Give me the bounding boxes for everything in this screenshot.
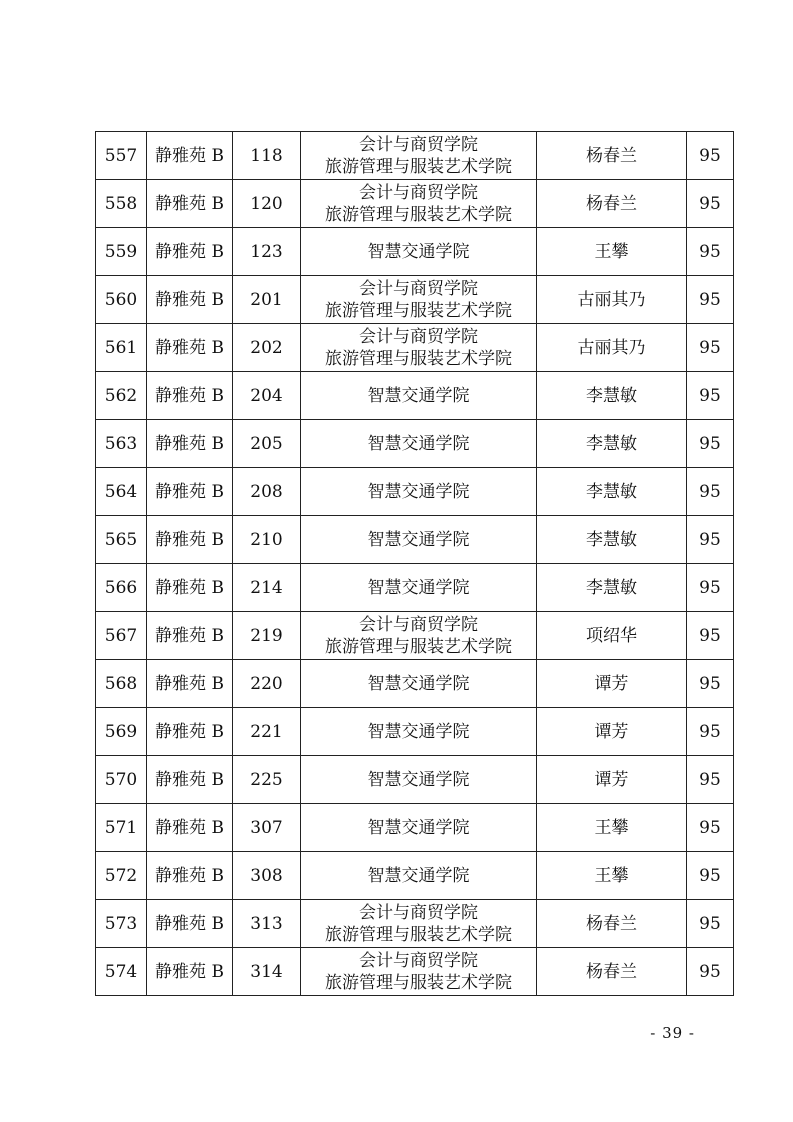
- row-number-cell: 573: [96, 900, 147, 948]
- table-body: [96, 132, 734, 996]
- building-cell: 静雅苑 B: [147, 276, 233, 324]
- college-name: 智慧交通学院: [367, 769, 470, 790]
- row-number-cell: 561: [96, 324, 147, 372]
- room-cell: 214: [233, 564, 301, 612]
- row-number-cell: 558: [96, 180, 147, 228]
- college-name: 会计与商贸学院: [359, 902, 478, 923]
- row-number-cell: 562: [96, 372, 147, 420]
- row-number-cell: 566: [96, 564, 147, 612]
- manager-cell: 杨春兰: [537, 948, 687, 996]
- building-cell: 静雅苑 B: [147, 564, 233, 612]
- building-cell: 静雅苑 B: [147, 420, 233, 468]
- building-cell: 静雅苑 B: [147, 612, 233, 660]
- college-name: 智慧交通学院: [367, 433, 470, 454]
- score-cell: 95: [687, 276, 734, 324]
- building-cell: 静雅苑 B: [147, 900, 233, 948]
- college-name: 会计与商贸学院: [359, 950, 478, 971]
- manager-cell: 杨春兰: [537, 900, 687, 948]
- table-row: [96, 900, 734, 948]
- college-name: 旅游管理与服装艺术学院: [325, 300, 512, 321]
- college-name: 会计与商贸学院: [359, 182, 478, 203]
- college-cell: [301, 228, 537, 276]
- table-row: [96, 708, 734, 756]
- room-cell: 210: [233, 516, 301, 564]
- manager-cell: 李慧敏: [537, 420, 687, 468]
- table-row: [96, 804, 734, 852]
- table-row: [96, 516, 734, 564]
- row-number-cell: 563: [96, 420, 147, 468]
- score-cell: 95: [687, 612, 734, 660]
- college-name: 智慧交通学院: [367, 673, 470, 694]
- college-cell: [301, 900, 537, 948]
- row-number-cell: 557: [96, 132, 147, 180]
- room-cell: 208: [233, 468, 301, 516]
- college-cell: [301, 660, 537, 708]
- college-name: 智慧交通学院: [367, 529, 470, 550]
- college-name: 旅游管理与服装艺术学院: [325, 156, 512, 177]
- building-cell: 静雅苑 B: [147, 804, 233, 852]
- table-row: [96, 132, 734, 180]
- college-cell: [301, 468, 537, 516]
- row-number-cell: 570: [96, 756, 147, 804]
- manager-cell: 项绍华: [537, 612, 687, 660]
- score-cell: 95: [687, 852, 734, 900]
- building-cell: 静雅苑 B: [147, 372, 233, 420]
- manager-cell: 杨春兰: [537, 180, 687, 228]
- college-cell: [301, 516, 537, 564]
- college-name: 智慧交通学院: [367, 577, 470, 598]
- table-row: [96, 660, 734, 708]
- building-cell: 静雅苑 B: [147, 660, 233, 708]
- building-cell: 静雅苑 B: [147, 708, 233, 756]
- college-name: 会计与商贸学院: [359, 614, 478, 635]
- building-cell: 静雅苑 B: [147, 852, 233, 900]
- score-cell: 95: [687, 180, 734, 228]
- table-row: [96, 948, 734, 996]
- row-number-cell: 571: [96, 804, 147, 852]
- room-cell: 202: [233, 324, 301, 372]
- score-cell: 95: [687, 516, 734, 564]
- table-row: [96, 420, 734, 468]
- score-cell: 95: [687, 420, 734, 468]
- building-cell: 静雅苑 B: [147, 132, 233, 180]
- score-cell: 95: [687, 660, 734, 708]
- college-name: 旅游管理与服装艺术学院: [325, 924, 512, 945]
- room-cell: 313: [233, 900, 301, 948]
- manager-cell: 谭芳: [537, 756, 687, 804]
- manager-cell: 李慧敏: [537, 468, 687, 516]
- room-cell: 120: [233, 180, 301, 228]
- building-cell: 静雅苑 B: [147, 756, 233, 804]
- score-cell: 95: [687, 468, 734, 516]
- page-number: - 39 -: [650, 1024, 695, 1042]
- college-name: 智慧交通学院: [367, 385, 470, 406]
- row-number-cell: 560: [96, 276, 147, 324]
- college-cell: [301, 804, 537, 852]
- building-cell: 静雅苑 B: [147, 228, 233, 276]
- table-row: [96, 468, 734, 516]
- score-cell: 95: [687, 948, 734, 996]
- room-cell: 205: [233, 420, 301, 468]
- college-name: 旅游管理与服装艺术学院: [325, 972, 512, 993]
- score-cell: 95: [687, 228, 734, 276]
- table-row: [96, 324, 734, 372]
- score-cell: 95: [687, 564, 734, 612]
- college-cell: [301, 324, 537, 372]
- manager-cell: 李慧敏: [537, 564, 687, 612]
- table-row: [96, 564, 734, 612]
- room-cell: 204: [233, 372, 301, 420]
- row-number-cell: 572: [96, 852, 147, 900]
- room-cell: 221: [233, 708, 301, 756]
- room-cell: 118: [233, 132, 301, 180]
- college-name: 智慧交通学院: [367, 865, 470, 886]
- manager-cell: 杨春兰: [537, 132, 687, 180]
- college-name: 智慧交通学院: [367, 481, 470, 502]
- row-number-cell: 567: [96, 612, 147, 660]
- row-number-cell: 565: [96, 516, 147, 564]
- score-cell: 95: [687, 708, 734, 756]
- college-name: 会计与商贸学院: [359, 278, 478, 299]
- college-name: 旅游管理与服装艺术学院: [325, 348, 512, 369]
- manager-cell: 谭芳: [537, 708, 687, 756]
- row-number-cell: 559: [96, 228, 147, 276]
- college-cell: [301, 132, 537, 180]
- college-cell: [301, 708, 537, 756]
- manager-cell: 王攀: [537, 804, 687, 852]
- row-number-cell: 574: [96, 948, 147, 996]
- building-cell: 静雅苑 B: [147, 180, 233, 228]
- college-name: 智慧交通学院: [367, 241, 470, 262]
- college-name: 旅游管理与服装艺术学院: [325, 636, 512, 657]
- room-cell: 225: [233, 756, 301, 804]
- building-cell: 静雅苑 B: [147, 324, 233, 372]
- room-cell: 314: [233, 948, 301, 996]
- college-cell: [301, 564, 537, 612]
- row-number-cell: 564: [96, 468, 147, 516]
- room-cell: 220: [233, 660, 301, 708]
- college-cell: [301, 852, 537, 900]
- score-cell: 95: [687, 900, 734, 948]
- score-cell: 95: [687, 372, 734, 420]
- manager-cell: 古丽其乃: [537, 276, 687, 324]
- building-cell: 静雅苑 B: [147, 948, 233, 996]
- manager-cell: 王攀: [537, 228, 687, 276]
- dormitory-score-table: [95, 131, 734, 996]
- college-name: 旅游管理与服装艺术学院: [325, 204, 512, 225]
- score-cell: 95: [687, 132, 734, 180]
- college-cell: [301, 612, 537, 660]
- manager-cell: 李慧敏: [537, 372, 687, 420]
- table-row: [96, 180, 734, 228]
- room-cell: 307: [233, 804, 301, 852]
- room-cell: 308: [233, 852, 301, 900]
- table-row: [96, 228, 734, 276]
- manager-cell: 谭芳: [537, 660, 687, 708]
- college-name: 会计与商贸学院: [359, 326, 478, 347]
- table-row: [96, 612, 734, 660]
- building-cell: 静雅苑 B: [147, 468, 233, 516]
- score-cell: 95: [687, 324, 734, 372]
- score-cell: 95: [687, 804, 734, 852]
- manager-cell: 古丽其乃: [537, 324, 687, 372]
- college-name: 智慧交通学院: [367, 817, 470, 838]
- room-cell: 123: [233, 228, 301, 276]
- college-cell: [301, 420, 537, 468]
- score-cell: 95: [687, 756, 734, 804]
- row-number-cell: 569: [96, 708, 147, 756]
- table-row: [96, 276, 734, 324]
- college-name: 智慧交通学院: [367, 721, 470, 742]
- manager-cell: 李慧敏: [537, 516, 687, 564]
- table-row: [96, 372, 734, 420]
- college-cell: [301, 372, 537, 420]
- college-cell: [301, 756, 537, 804]
- room-cell: 219: [233, 612, 301, 660]
- table-row: [96, 852, 734, 900]
- room-cell: 201: [233, 276, 301, 324]
- building-cell: 静雅苑 B: [147, 516, 233, 564]
- row-number-cell: 568: [96, 660, 147, 708]
- manager-cell: 王攀: [537, 852, 687, 900]
- college-cell: [301, 276, 537, 324]
- college-cell: [301, 180, 537, 228]
- college-name: 会计与商贸学院: [359, 134, 478, 155]
- table-row: [96, 756, 734, 804]
- college-cell: [301, 948, 537, 996]
